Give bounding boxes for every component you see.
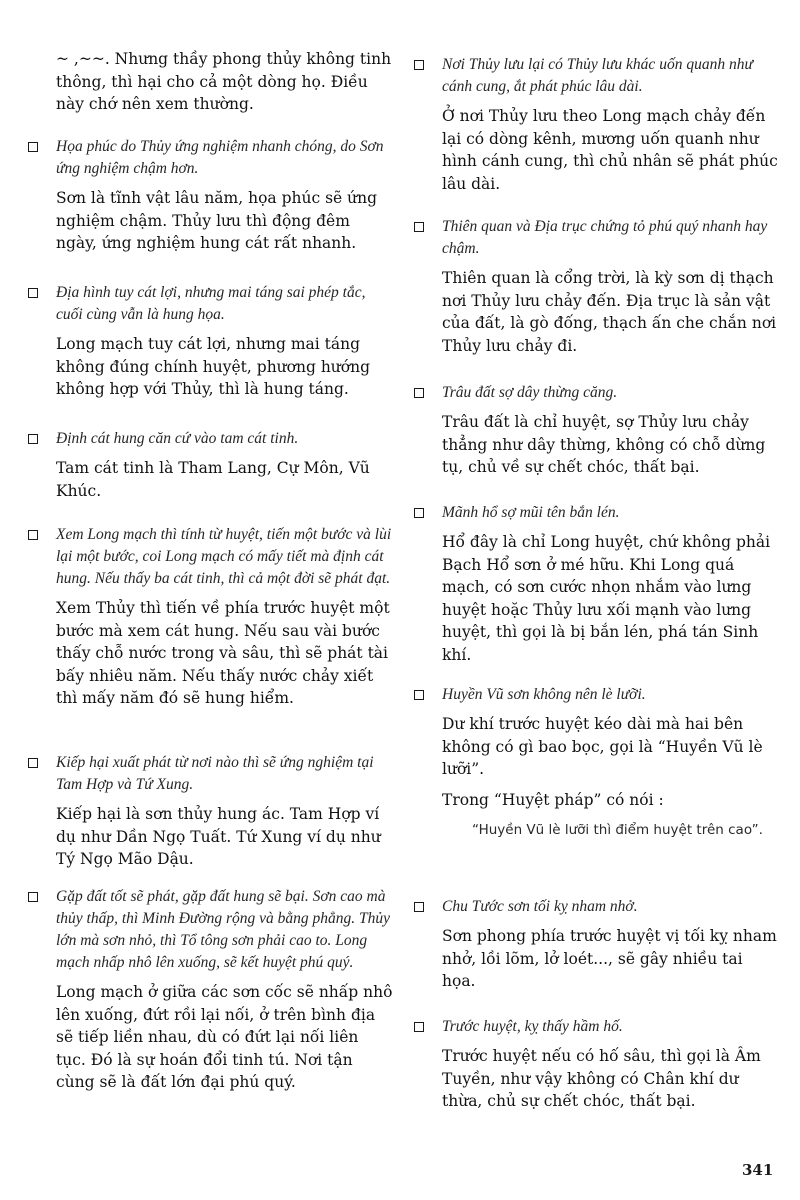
checkbox-icon bbox=[28, 434, 38, 444]
checkbox-icon bbox=[414, 902, 424, 912]
checkbox-icon bbox=[414, 60, 424, 70]
entry-heading: Trâu đất sợ dây thừng căng. bbox=[442, 384, 618, 401]
entry-heading: Huyền Vũ sơn không nên lè lưỡi. bbox=[442, 686, 646, 703]
entry-left-1 bbox=[28, 136, 393, 255]
entry-body bbox=[442, 411, 779, 479]
entry-body bbox=[56, 457, 393, 502]
entry-right-2 bbox=[414, 216, 779, 357]
entry-heading: Mãnh hổ sợ mũi tên bắn lén. bbox=[442, 504, 620, 521]
entry-paragraph: Xem Thủy thì tiến về phía trước huyệt một bước mà xem cát hung. Nếu sau vài bước thấy chỗ nước trong và sâu, thì sẽ phát tài bấy nhiêu năm. Nếu thấy nước chảy xiết thì mấy năm đó sẽ hung hiểm. bbox=[56, 599, 390, 707]
entry-left-4 bbox=[28, 524, 393, 710]
entry-body bbox=[56, 333, 393, 401]
entry-paragraph: Ở nơi Thủy lưu theo Long mạch chảy đến lại có dòng kênh, mương uốn quanh như hình cánh cung, thì chủ nhân sẽ phát phúc lâu dài. bbox=[442, 107, 778, 193]
checkbox-icon bbox=[28, 892, 38, 902]
entry-heading: Thiên quan và Địa trục chứng tỏ phú quý nhanh hay chậm. bbox=[442, 218, 768, 257]
entry-paragraph: Hổ đây là chỉ Long huyệt, chứ không phải Bạch Hổ sơn ở mé hữu. Khi Long quá mạch, có sơn cước nhọn nhắm vào lưng huyệt hoặc Thủy lưu xối mạnh vào lưng huyệt, thì gọi là bị bắn lén, phá tán Sinh khí. bbox=[442, 533, 771, 664]
checkbox-icon bbox=[414, 508, 424, 518]
entry-paragraph: Tam cát tinh là Tham Lang, Cự Môn, Vũ Khúc. bbox=[56, 459, 370, 500]
entry-right-6 bbox=[414, 896, 779, 993]
entry-paragraph: Trước huyệt nếu có hố sâu, thì gọi là Âm Tuyền, như vậy không có Chân khí dư thừa, chủ sự chết chóc, thất bại. bbox=[442, 1047, 761, 1110]
entry-paragraph: Long mạch ở giữa các sơn cốc sẽ nhấp nhô lên xuống, đứt rồi lại nối, ở trên bình địa sẽ tiếp liền nhau, dù có đứt lại nối liên tục. Đó là sự hoán đổi tinh tú. Nơi tận cùng sẽ là đất lớn đại phú quý. bbox=[56, 983, 393, 1091]
entry-body bbox=[442, 925, 779, 993]
entry-paragraph: Trong “Huyệt pháp” có nói : bbox=[442, 790, 664, 809]
entry-heading: Địa hình tuy cát lợi, nhưng mai táng sai phép tắc, cuối cùng vẫn là hung họa. bbox=[56, 284, 366, 323]
entry-right-4 bbox=[414, 502, 779, 666]
checkbox-icon bbox=[28, 530, 38, 540]
checkbox-icon bbox=[414, 222, 424, 232]
entry-left-2 bbox=[28, 282, 393, 401]
entry-right-7 bbox=[414, 1016, 779, 1113]
entry-left-3 bbox=[28, 428, 393, 502]
entry-body bbox=[442, 105, 779, 195]
entry-right-5 bbox=[414, 684, 779, 841]
entry-body bbox=[442, 1045, 779, 1113]
checkbox-icon bbox=[414, 388, 424, 398]
entry-paragraph: Dư khí trước huyệt kéo dài mà hai bên không có gì bao bọc, gọi là “Huyền Vũ lè lưỡi”. bbox=[442, 715, 763, 778]
entry-heading: Nơi Thủy lưu lại có Thủy lưu khác uốn quanh như cánh cung, ắt phát phúc lâu dài. bbox=[442, 56, 753, 95]
entry-paragraph: Sơn phong phía trước huyệt vị tối kỵ nham nhở, lồi lõm, lở loét..., sẽ gây nhiều tai họa. bbox=[442, 927, 777, 990]
checkbox-icon bbox=[28, 142, 38, 152]
checkbox-icon bbox=[414, 690, 424, 700]
checkbox-icon bbox=[28, 288, 38, 298]
entry-body bbox=[442, 531, 779, 666]
entry-body bbox=[56, 597, 393, 710]
checkbox-icon bbox=[28, 758, 38, 768]
entry-paragraph: Kiếp hại là sơn thủy hung ác. Tam Hợp ví dụ như Dần Ngọ Tuất. Tứ Xung ví dụ như Tý Ngọ Mão Dậu. bbox=[56, 805, 381, 868]
entry-heading: Định cát hung căn cứ vào tam cát tinh. bbox=[56, 430, 299, 447]
checkbox-icon bbox=[414, 1022, 424, 1032]
entry-heading: Chu Tước sơn tối kỵ nham nhở. bbox=[442, 898, 638, 915]
entry-body bbox=[56, 187, 393, 255]
entry-paragraph: Long mạch tuy cát lợi, nhưng mai táng không đúng chính huyệt, phương hướng không hợp với Thủy, thì là hung táng. bbox=[56, 335, 371, 398]
entry-paragraph: Thiên quan là cổng trời, là kỳ sơn dị thạch nơi Thủy lưu chảy đến. Địa trục là sản vật của đất, là gò đống, thạch ấn che chắn nơi Thủy lưu chảy đi. bbox=[442, 269, 777, 355]
entry-body bbox=[442, 267, 779, 357]
entry-paragraph: Sơn là tĩnh vật lâu năm, họa phúc sẽ ứng nghiệm chậm. Thủy lưu thì động đêm ngày, ứng nghiệm hung cát rất nhanh. bbox=[56, 189, 378, 252]
entry-heading: Họa phúc do Thủy ứng nghiệm nhanh chóng, do Sơn ứng nghiệm chậm hơn. bbox=[56, 138, 384, 177]
entry-left-5 bbox=[28, 752, 393, 871]
entry-body bbox=[56, 803, 393, 871]
entry-body bbox=[442, 713, 779, 811]
entry-body bbox=[56, 981, 393, 1094]
entry-heading: Kiếp hại xuất phát từ nơi nào thì sẽ ứng nghiệm tại Tam Hợp và Tứ Xung. bbox=[56, 754, 374, 793]
entry-heading: Gặp đất tốt sẽ phát, gặp đất hung sẽ bại. Sơn cao mà thủy thấp, thì Minh Đường rộng và bằng phẳng. Thủy lớn mà sơn nhỏ, thì Tổ tông sơn phải cao to. Long mạch nhấp nhô lên xuống, sẽ kết huyệt phú quý. bbox=[56, 888, 391, 971]
entry-right-3 bbox=[414, 382, 779, 479]
entry-heading: Xem Long mạch thì tính từ huyệt, tiến một bước và lùi lại một bước, coi Long mạch có mấy tiết mà định cát hung. Nếu thấy ba cát tinh, thì cả một đời sẽ phát đạt. bbox=[56, 526, 392, 587]
left-column bbox=[28, 48, 393, 1091]
entry-paragraph: Trâu đất là chỉ huyệt, sợ Thủy lưu chảy thẳng như dây thừng, không có chỗ dừng tụ, chủ về sự chết chóc, thất bại. bbox=[442, 413, 766, 476]
entry-heading: Trước huyệt, kỵ thấy hầm hố. bbox=[442, 1018, 623, 1035]
entry-right-1 bbox=[414, 54, 779, 195]
quotation: “Huyền Vũ lè lưỡi thì điểm huyệt trên cao”. bbox=[472, 822, 763, 838]
page-number: 341 bbox=[742, 1161, 774, 1179]
continued-paragraph: ~ ,~~. Nhưng thầy phong thủy không tinh thông, thì hại cho cả một dòng họ. Điều này chớ nên xem thường. bbox=[56, 50, 392, 113]
entry-left-6 bbox=[28, 886, 393, 1094]
